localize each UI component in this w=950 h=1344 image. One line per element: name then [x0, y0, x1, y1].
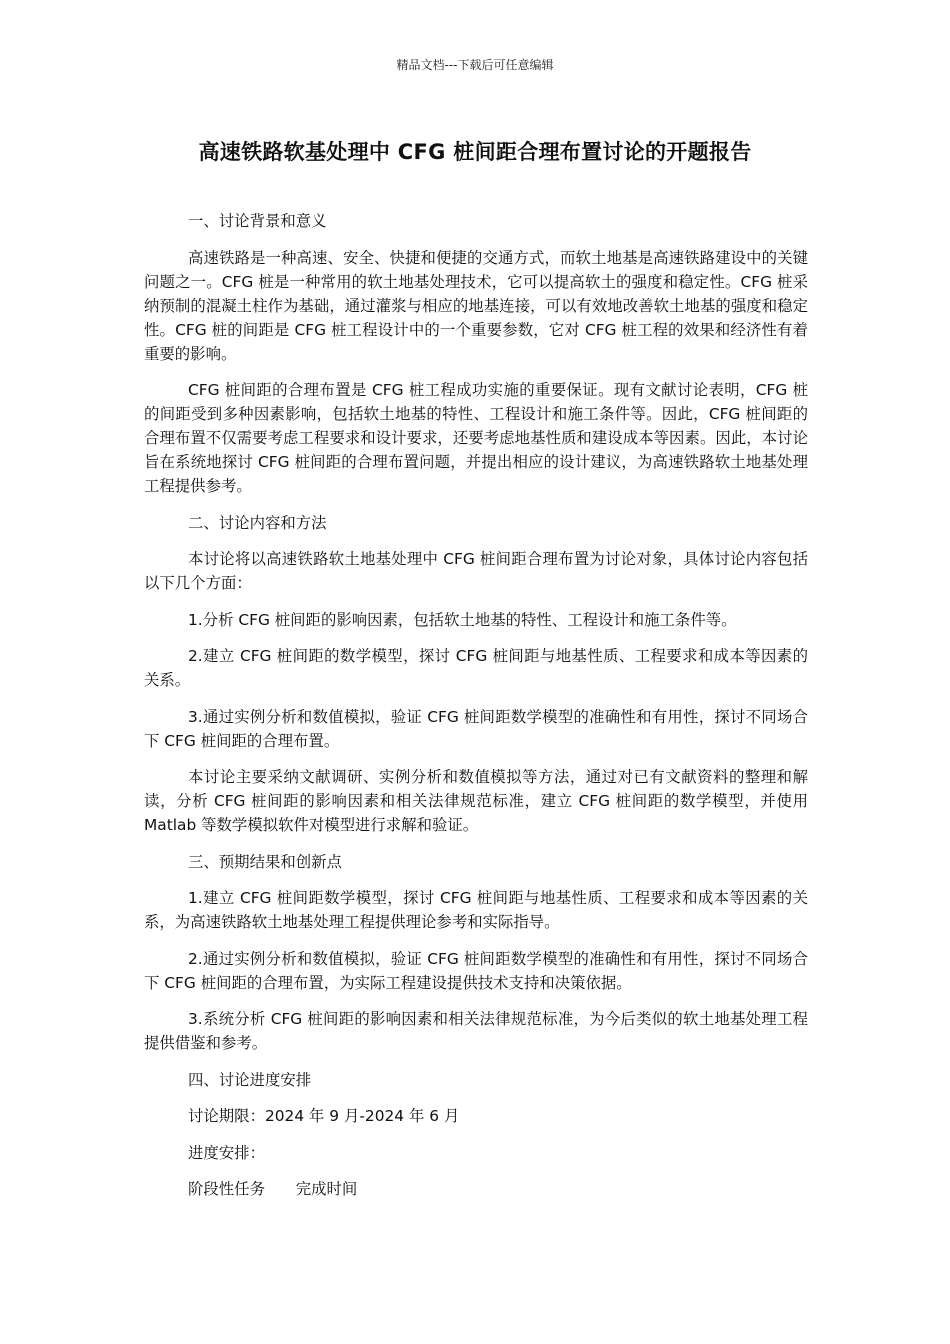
list-item-content-2: 2.建立 CFG 桩间距的数学模型，探讨 CFG 桩间距与地基性质、工程要求和成本等因素的关系。 — [144, 647, 808, 689]
paragraph-method: 本讨论主要采纳文献调研、实例分析和数值模拟等方法，通过对已有文献资料的整理和解读，分析 CFG 桩间距的影响因素和相关法律规范标准，建立 CFG 桩间距的数学模型，并使用 Matlab 等数学模拟软件对模型进行求解和验证。 — [144, 768, 808, 834]
list-item-content-3: 3.通过实例分析和数值模拟，验证 CFG 桩间距数学模型的准确性和有用性，探讨不同场合下 CFG 桩间距的合理布置。 — [144, 707, 808, 750]
schedule-table-header: 阶段性任务 完成时间 — [188, 1180, 358, 1198]
list-item-result-1: 1.建立 CFG 桩间距数学模型，探讨 CFG 桩间距与地基性质、工程要求和成本等因素的关系，为高速铁路软土地基处理工程提供理论参考和实际指导。 — [144, 889, 808, 931]
list-item-result-3: 3.系统分析 CFG 桩间距的影响因素和相关法律规范标准，为今后类似的软土地基处理工程提供借鉴和参考。 — [144, 1010, 808, 1052]
list-item-result-2: 2.通过实例分析和数值模拟，验证 CFG 桩间距数学模型的准确性和有用性，探讨不同场合下 CFG 桩间距的合理布置，为实际工程建设提供技术支持和决策依据。 — [144, 949, 808, 992]
paragraph-content-intro: 本讨论将以高速铁路软土地基处理中 CFG 桩间距合理布置为讨论对象，具体讨论内容包括以下几个方面： — [144, 550, 808, 592]
paragraph-background-1: 高速铁路是一种高速、安全、快捷和便捷的交通方式，而软土地基是高速铁路建设中的关键问题之一。CFG 桩是一种常用的软土地基处理技术，它可以提高软土的强度和稳定性。CFG 桩采纳预制的混凝土柱作为基础，通过灌浆与相应的地基连接，可以有效地改善软土地基的强度和稳定性。CFG 桩的间距是 CFG 桩工程设计中的一个重要参数，它对 CFG 桩工程的效果和经济性有着重要的影响。 — [144, 248, 808, 363]
section-heading-content-method: 二、讨论内容和方法 — [188, 513, 327, 532]
document-body — [144, 209, 808, 1214]
page-header-watermark: 精品文档---下载后可任意编辑 — [396, 58, 554, 72]
section-heading-background: 一、讨论背景和意义 — [188, 212, 327, 230]
paragraph-background-2: CFG 桩间距的合理布置是 CFG 桩工程成功实施的重要保证。现有文献讨论表明，CFG 桩的间距受到多种因素影响，包括软土地基的特性、工程设计和施工条件等。因此，CFG 桩间距的合理布置不仅需要考虑工程要求和设计要求，还要考虑地基性质和建设成本等因素。因此，本讨论旨在系统地探讨 CFG 桩间距的合理布置问题，并提出相应的设计建议，为高速铁路软土地基处理工程提供参考。 — [144, 381, 808, 495]
document-title: 高速铁路软基处理中 CFG 桩间距合理布置讨论的开题报告 — [198, 140, 752, 164]
schedule-period: 讨论期限：2024 年 9 月-2024 年 6 月 — [188, 1107, 460, 1125]
list-item-content-1: 1.分析 CFG 桩间距的影响因素，包括软土地基的特性、工程设计和施工条件等。 — [188, 610, 737, 629]
schedule-label: 进度安排： — [188, 1143, 265, 1162]
section-heading-schedule: 四、讨论进度安排 — [188, 1070, 312, 1089]
section-heading-results: 三、预期结果和创新点 — [188, 852, 342, 871]
